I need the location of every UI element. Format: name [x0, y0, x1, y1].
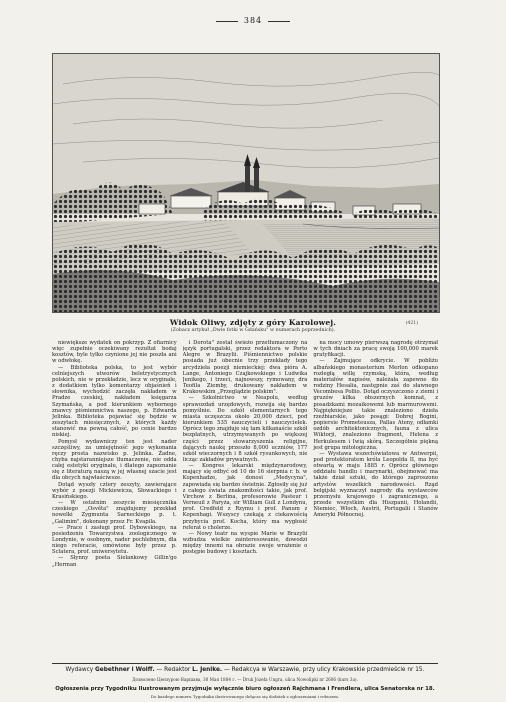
paragraph: na mocy umowy pierwszą nagrodę otrzymał w tych dniach za pracę swoją 100,000 marek gratyfikacji.	[313, 340, 439, 359]
page-number-text: 384	[243, 16, 263, 25]
page-number	[0, 16, 506, 25]
advertising-subnote: Do każdego numeru Tygodnika ilustrowanego dołącza się dodatek z ogłoszeniami i rebusem.	[150, 694, 340, 699]
censor-note: Дозволено Цензурою Варшава, 30 Мая 1884 г. — Druk Józefa Ungra, ulica Nowolipki nr 2606 (kurs 3a).	[132, 677, 358, 682]
paragraph: i Dorota" został świeżo przetłumaczony na język portugalski, przez redaktora w Porto Alegre w Brazylii. Piśmiennictwo polskie posiada już obecnie trzy przekłady tego arcydzieła poezji niemieckiej: dwa pióra A. Lange, Antoniego Czajkowskiego i Ludwika Jenikego, i trzeci, najnowszy, rymowany, dra Teofila Ziemby, drukowany nakładem w Krakowskim „Przeglądzie polskim".	[182, 340, 308, 396]
landscape-engraving	[53, 54, 439, 312]
article-columns	[52, 340, 438, 660]
paragraph: niewiększe wydatek on pokrzyp. Z ofiarnicy więc zupełnie oczekiwany rezultat bodaj kosztów, byle tylko czynione jej nie poszła ani w odwłokę.	[52, 340, 177, 365]
editor: L. Jenike.	[192, 667, 223, 673]
paragraph: — Zajmujące odkrycie. W pobliżu albańskiego monasterium Merlon odkopano rozległą willę rzymską, która, według materiałów napisów, należała zapewne do rodziny Hesalia, następnie zaś do sławnego Vecombesa Pollio. Dotąd oczyszczono z ziemi i gruzów kilka obszernych komnat, z posadzkami mozaikowemi lub marmurowemi. Najpiękniejsze takie znaleziono dzieła rzeźbiarskie, jako posągi: Dobrej Bogini, popiersie Prometeusza, Pallas Ateny, odłamki ozdób architektonicznych, fauna z ulica Wiktorji, znaleziono fragment, Helena z Herkulesem i Iwią skórą. Szczególnie piękną jest grupa mitologiczna.	[313, 358, 439, 451]
page-number-rule-right	[268, 21, 290, 22]
page-number-rule-left	[216, 21, 238, 22]
footer-divider	[52, 663, 438, 664]
column-2	[183, 340, 308, 660]
paragraph: — W ostatnim zeszycie miesięcznika czeskiego „Osvěta" znajdujemy przekład nowelki Zygmunta Sarneckiego p. t. „Galimim", dokonany przez Fr. Kvapila.	[52, 500, 177, 525]
paragraph: Pomysł wydawniczy ten jest nader szczęśliwy, za umiejętność jego wykonania ręczy prosta nazwisko p. Jelinka. Żadne, chyba najstaranniejsze tłumaczenie, nie odda całej estetyki oryginału, i dlatego zapoznanie się z literaturą naszą w jej własnej szacie jest dla obcych najwłaściwsze.	[52, 438, 177, 482]
column-1	[52, 340, 177, 660]
column-3	[313, 340, 438, 660]
illustration-caption: Widok Oliwy, zdjęty z góry Karolowej.	[169, 318, 337, 327]
advertising-notice: Ogłoszenia przy Tygodniku Ilustrowanym przyjmuje wyłącznie biuro ogłoszeń Rajchmana i Frendlera, ulica Senatorska nr 18.	[55, 686, 435, 692]
paragraph: — Słynny poeta Sielankowy Gillin'go „Herman	[52, 555, 177, 568]
imprint-prefix: Wydawcy	[65, 667, 96, 673]
paragraph: — Wystawa wszechświatowa w Antwerpii, pod protektoratem króla Leopolda II, ma być otwartą w maju 1885 r. Oprócz głównego oddziału handlu i marynarki, obejmować ma także dział sztuki, do którego zaproszono artystów wszelkich narodowości. Rząd belgijski wyznaczył nagrody dla wystawców przemysłu krajowego i zagranicznego, a przede wszystkim dla Hiszpanii, Holandii, Niemiec, Włoch, Austrii, Portugalii i Stanów Ameryki Północnej.	[313, 450, 439, 519]
paragraph: — Prace i zasługi prof. Dybowskiego, na posiedzeniu Towarzystwa zoologicznego w Londynie, w osobnym, nader pochlebnym, dla niego referacie, omówione były przez p. Sclatera, prof. uniwersytetu.	[52, 524, 177, 556]
editor-separator: — Redaktor	[154, 667, 193, 673]
imprint-line	[52, 667, 438, 673]
paragraph: Dotąd wyszły cztery zeszyty, zawierające wybór z poezji Mickiewicza, Słowackiego i Krasińskiego.	[52, 481, 177, 500]
paragraph: — Kongres lekarski międzynarodowy, mający się odbyć od 10 do 16 sierpnia r. b. w Kopenhadze, jak donosi „Medycyna", zapowiada się bardzo świetnie. Zgłosiły się już z całego świata znakomitości takie, jak prof. Virchow z Berlina, profesorowie Pasteur i Verneuil z Paryża, sir William Gull z Londynu, prof. Credfeld z Rzymu i prof. Panum z Kopenhagi. Wszyscy czekają z ciekawością przybycia prof. Kocha, który ma wygłosić referat o cholerze.	[182, 463, 308, 531]
engraving-illustration	[52, 53, 440, 313]
publishers: Gebethner i Wolff.	[95, 667, 155, 673]
paragraph: — Biblioteka polska, to jest wybór celniejszych utworów beletrystycznych polskich, nie w przekładzie, lecz w oryginale, z dodatkiem tylko komentarzy objaśnień i słownika, wychodzić zaczęła nakładem w Pradze czeskiej, nakładem księgarza Szymańska, a pod kierunkiem wybornego znawcy piśmiennictwa naszego, p. Edwarda Jelinka. Biblioteka pojawiać się będzie w zeszytach miesięcznych, z których każdy stanowić ma pewną całość, po cenie bardzo niskiej.	[52, 364, 177, 439]
illustration-subcaption: (Zobacz artykuł „Dwie fotki w Gdańsku" w numerach poprzednich).	[170, 328, 336, 333]
plate-number: (421)	[405, 321, 418, 326]
imprint-address: — Redakcya w Warszawie, przy ulicy Krakowskie przedmieście nr 15.	[222, 667, 425, 673]
paragraph: — Nowy teatr na wyspie Marie w Brazylii wzbudza wielkie zainteresowanie, dowodzi między innemi na obrazie swoje wrażenie o postępie budowy i kosztach.	[182, 530, 308, 556]
paragraph: — Szkolnictwo w Neapolu, według sprawozdań urzędowych, rozwija się bardzo pomyślnie. Do szkół elementarnych tego miasta uczęszcza około 20,000 dzieci, pod kierunkiem 535 nauczycieli i nauczycielek. Oprócz tego znajduje się tam kilkanaście szkół bezpłatnych, utrzymywanych po większej części przez stowarzyszenia religijne, dających naukę przeszło 8,000 uczniów, 177 szkół wieczornych i 8 szkół rysunkowych, nie licząc zakładów prywatnych.	[182, 395, 308, 463]
